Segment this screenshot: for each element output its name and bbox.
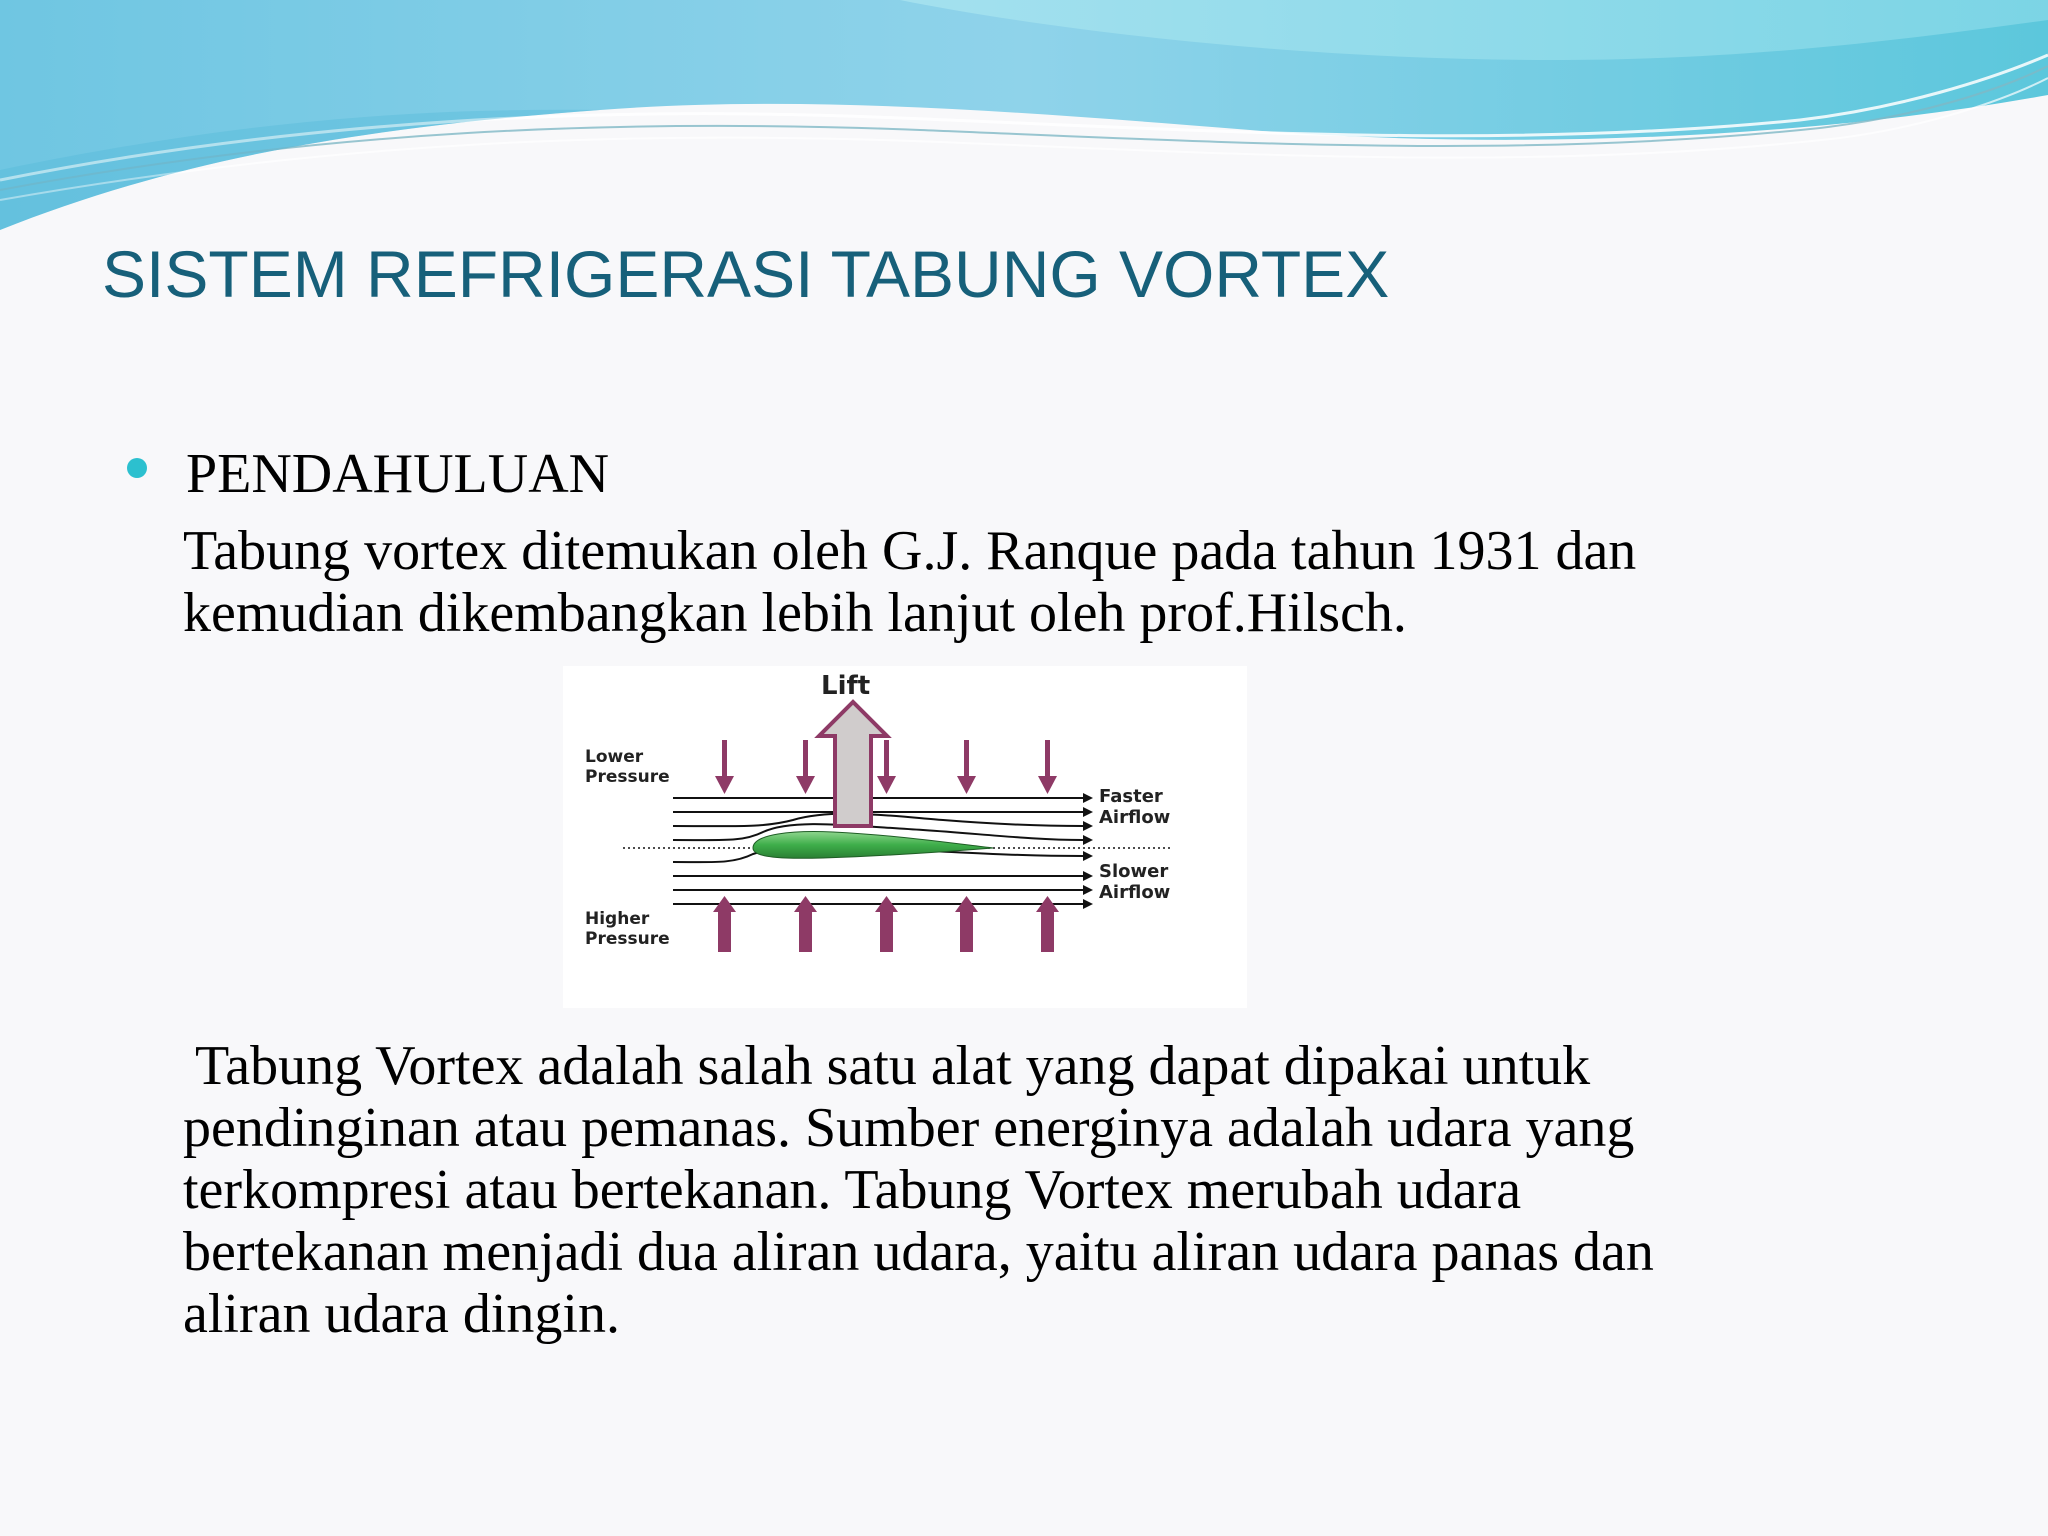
down-arrow — [796, 740, 815, 794]
faster-airflow-label-2: Airflow — [1099, 807, 1171, 828]
down-arrow — [715, 740, 734, 794]
slower-airflow-label-2: Airflow — [1099, 882, 1171, 903]
streamline-arrowheads — [1083, 793, 1093, 909]
down-arrow — [957, 740, 976, 794]
down-arrow — [877, 740, 896, 794]
down-arrow — [1038, 740, 1057, 794]
header-wave-decoration — [0, 0, 2048, 240]
higher-pressure-label-1: Higher — [585, 909, 650, 929]
slide-title: SISTEM REFRIGERASI TABUNG VORTEX — [102, 237, 1390, 311]
description-paragraph — [183, 1035, 1883, 1345]
intro-paragraph — [183, 520, 1883, 644]
faster-airflow-label-1: Faster — [1099, 786, 1163, 807]
higher-pressure-label-2: Pressure — [585, 929, 670, 949]
description-line-4: bertekanan menjadi dua aliran udara, yaitu aliran udara panas dan — [183, 1221, 1654, 1283]
slower-airflow-label-1: Slower — [1099, 861, 1169, 882]
description-line-5: aliran udara dingin. — [183, 1283, 620, 1345]
lift-label: Lift — [821, 671, 871, 701]
lower-pressure-label-1: Lower — [585, 747, 644, 767]
bullet-dot — [127, 458, 147, 478]
description-line-2: pendinginan atau pemanas. Sumber energinya adalah udara yang — [183, 1097, 1635, 1159]
lift-diagram — [563, 666, 1247, 1008]
airfoil — [753, 832, 993, 859]
description-line-3: terkompresi atau bertekanan. Tabung Vortex merubah udara — [183, 1159, 1522, 1221]
description-line-1: Tabung Vortex adalah salah satu alat yang dapat dipakai untuk — [195, 1035, 1591, 1097]
intro-line-2: kemudian dikembangkan lebih lanjut oleh prof.Hilsch. — [183, 582, 1407, 644]
lower-pressure-arrows — [715, 740, 1057, 794]
lower-pressure-label-2: Pressure — [585, 767, 670, 787]
intro-line-1: Tabung vortex ditemukan oleh G.J. Ranque pada tahun 1931 dan — [183, 520, 1637, 582]
lift-diagram-svg — [563, 666, 1247, 1008]
lift-arrow — [819, 702, 887, 826]
bullet-heading: PENDAHULUAN — [186, 443, 610, 505]
